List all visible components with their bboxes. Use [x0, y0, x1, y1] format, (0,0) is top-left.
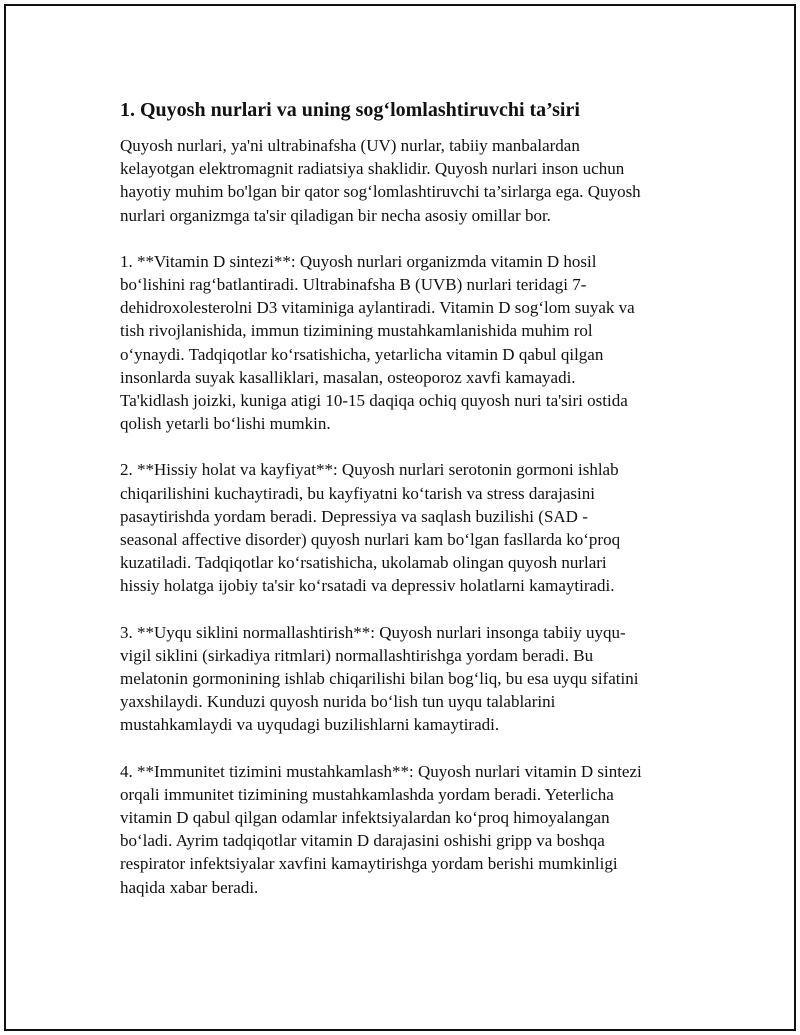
immunity-paragraph: 4. **Immunitet tizimini mustahkamlash**: Quyosh nurlari vitamin D sintezi orqali immunitet tizimining mustahkamlashda yordam beradi. Yeterlicha vitamin D qabul qilgan odamlar infektsiyalardan ko‘proq himoyalangan bo‘ladi. Ayrim tadqiqotlar vitamin D darajasini oshishi gripp va boshqa respirator infektsiyalar xavfini kamaytirishga yordam berishi mumkinligi haqida xabar beradi.	[120, 761, 642, 897]
section-heading: 1. Quyosh nurlari va uning sog‘lomlashtiruvchi ta’siri	[120, 99, 580, 121]
page-frame	[4, 4, 796, 1031]
sleep-cycle-paragraph: 3. **Uyqu siklini normallashtirish**: Quyosh nurlari insonga tabiiy uyqu- vigil siklini (sirkadiya ritmlari) normallashtirishga yordam beradi. Bu melatonin gormonining ishlab chiqarilishi bilan bog‘liq, bu esa uyqu sifatini yaxshilaydi. Kunduzi quyosh nurida bo‘lish tun uyqu talablarini mustahkamlaydi va uyqudagi buzilishlarni kamaytiradi.	[120, 622, 639, 735]
document-body	[120, 96, 700, 922]
mood-paragraph: 2. **Hissiy holat va kayfiyat**: Quyosh nurlari serotonin gormoni ishlab chiqarilishini kuchaytiradi, bu kayfiyatni ko‘tarish va stress darajasini pasaytirishda yordam beradi. Depressiya va saqlash buzilishi (SAD - seasonal affective disorder) quyosh nurlari kam bo‘lgan fasllarda ko‘proq kuzatiladi. Tadqiqotlar ko‘rsatishicha, ukolamab olingan quyosh nurlari hissiy holatga ijobiy ta'sir ko‘rsatadi va depressiv holatlarni kamaytiradi.	[120, 460, 621, 596]
intro-paragraph: Quyosh nurlari, ya'ni ultrabinafsha (UV) nurlar, tabiiy manbalardan kelayotgan elektromagnit radiatsiya shaklidir. Quyosh nurlari inson uchun hayotiy muhim bo'lgan bir qator sog‘lomlashtiruvchi ta’sirlarga ega. Quyosh nurlari organizmga ta'sir qiladigan bir necha asosiy omillar bor.	[120, 136, 641, 225]
vitamin-d-paragraph: 1. **Vitamin D sintezi**: Quyosh nurlari organizmda vitamin D hosil bo‘lishini rag‘batlantiradi. Ultrabinafsha B (UVB) nurlari teridagi 7- dehidroxolesterolni D3 vitaminiga aylantiradi. Vitamin D sog‘lom suyak va tish rivojlanishida, immun tizimining mustahkamlanishida muhim rol o‘ynaydi. Tadqiqotlar ko‘rsatishicha, yetarlicha vitamin D qabul qilgan insonlarda suyak kasalliklari, masalan, osteoporoz xavfi kamayadi. Ta'kidlash joizki, kuniga atigi 10-15 daqiqa ochiq quyosh nuri ta'siri ostida qolish yetarli bo‘lishi mumkin.	[120, 251, 635, 434]
